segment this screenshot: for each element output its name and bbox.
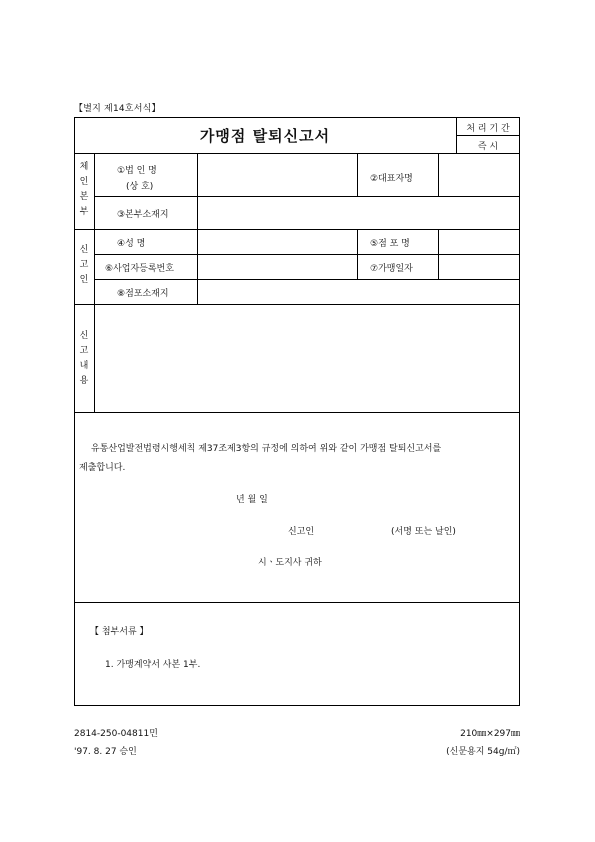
processing-period-header: 처 리 기 간 — [466, 124, 510, 134]
signature-note: (서명 또는 날인) — [391, 527, 456, 537]
label-join-date: ⑦가맹일자 — [370, 264, 413, 274]
divider — [74, 412, 520, 413]
divider — [94, 279, 520, 280]
form-number-label: 【별지 제14호서식】 — [74, 104, 161, 114]
divider — [438, 153, 439, 196]
label-business-reg-no: ⑥사업자등록번호 — [105, 264, 174, 274]
processing-period-value: 즉 시 — [477, 142, 499, 152]
divider — [197, 153, 198, 304]
label-hq-address: ③본부소재지 — [117, 210, 169, 220]
paper-size: 210㎜×297㎜ — [460, 729, 520, 739]
label-store-name: ⑤점 포 명 — [370, 239, 410, 249]
divider — [438, 229, 439, 279]
label-representative: ②대표자명 — [370, 174, 413, 184]
reporter-label: 신고인 — [288, 527, 315, 537]
divider — [74, 229, 520, 230]
attachment-item: 1. 가맹계약서 사본 1부. — [105, 660, 201, 670]
attachments-header: 【 첨부서류 】 — [90, 627, 149, 637]
declaration-line-1: 유통산업발전법령시행세칙 제37조제3항의 규정에 의하여 위와 같이 가맹점 탈퇴신고서를 — [91, 444, 442, 454]
divider — [94, 153, 95, 412]
form-code: 2814-250-04811민 — [74, 729, 158, 739]
divider — [74, 602, 520, 603]
section-label-reporter: 신 고 인 — [79, 245, 89, 285]
divider — [357, 153, 358, 196]
form-title: 가맹점 탈퇴신고서 — [199, 127, 331, 145]
divider — [94, 196, 520, 197]
paper-spec: (신문용지 54g/㎡) — [446, 747, 520, 757]
section-label-headquarters: 체 인 본 부 — [79, 162, 89, 217]
label-trade-name: (상 호) — [126, 182, 154, 192]
approval-date: '97. 8. 27 승인 — [74, 747, 137, 757]
section-label-content: 신 고 내 용 — [79, 331, 89, 386]
declaration-line-2: 제출합니다. — [79, 463, 126, 473]
label-name: ④성 명 — [117, 239, 146, 249]
divider — [357, 229, 358, 279]
addressee: 시ㆍ도지사 귀하 — [258, 558, 322, 568]
label-corp-name: ①법 인 명 — [117, 166, 157, 176]
label-store-address: ⑧점포소재지 — [117, 289, 169, 299]
divider — [456, 135, 520, 136]
divider — [74, 153, 520, 154]
date-line: 년 월 일 — [236, 495, 268, 505]
divider — [94, 254, 520, 255]
divider — [74, 304, 520, 305]
